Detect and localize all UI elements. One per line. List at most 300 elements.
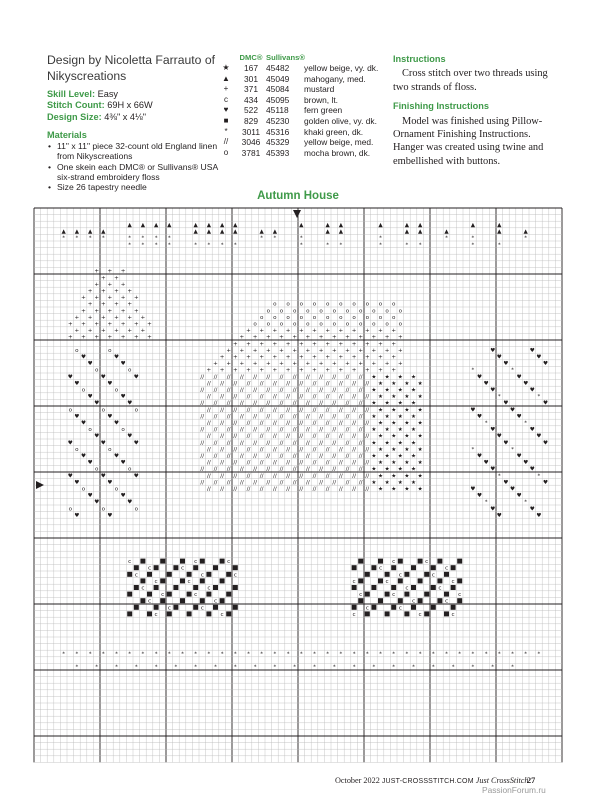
svg-text:+: + (94, 321, 100, 328)
svg-text:★: ★ (371, 453, 377, 460)
svg-text:o: o (372, 308, 376, 315)
key-sullivans: 45118 (266, 105, 289, 116)
svg-text:*: * (537, 394, 541, 401)
svg-text:o: o (325, 301, 330, 308)
svg-text:*: * (128, 235, 132, 242)
svg-text:+: + (318, 361, 324, 368)
svg-text:♥: ♥ (127, 433, 133, 440)
svg-text:▲: ▲ (325, 222, 330, 229)
svg-text:+: + (219, 354, 225, 361)
svg-text://: // (306, 466, 310, 473)
svg-text://: // (266, 413, 271, 420)
svg-text:+: + (74, 328, 80, 335)
svg-text:o: o (286, 314, 290, 321)
svg-text://: // (365, 460, 370, 467)
svg-text:♥: ♥ (133, 473, 139, 480)
svg-text:▲: ▲ (127, 222, 132, 229)
svg-text://: // (325, 380, 330, 387)
svg-text:*: * (88, 235, 92, 242)
svg-text://: // (365, 407, 370, 414)
svg-text://: // (345, 413, 350, 420)
svg-text://: // (200, 413, 205, 420)
svg-text:★: ★ (371, 387, 377, 394)
svg-text:+: + (94, 281, 100, 288)
svg-text://: // (292, 400, 297, 407)
svg-text:★: ★ (417, 473, 423, 480)
svg-text://: // (306, 413, 310, 420)
svg-text:c: c (405, 585, 409, 592)
svg-text://: // (306, 479, 310, 486)
svg-text:*: * (207, 651, 211, 658)
svg-text:o: o (266, 321, 271, 328)
svg-text:♥: ♥ (529, 506, 535, 513)
svg-text:o: o (365, 314, 370, 321)
svg-text://: // (319, 440, 323, 447)
svg-text:+: + (305, 334, 311, 341)
svg-text://: // (299, 394, 304, 401)
svg-text://: // (213, 453, 218, 460)
svg-text:o: o (339, 301, 343, 308)
svg-text:♥: ♥ (100, 440, 106, 447)
svg-text://: // (266, 387, 271, 394)
svg-text://: // (358, 413, 363, 420)
svg-text:★: ★ (404, 420, 410, 427)
svg-text:+: + (331, 361, 337, 368)
svg-text://: // (345, 440, 350, 447)
svg-text://: // (233, 394, 238, 401)
svg-text:c: c (227, 559, 231, 566)
svg-text:+: + (232, 367, 238, 374)
svg-text:★: ★ (410, 374, 417, 381)
svg-text:♥: ♥ (74, 512, 80, 519)
svg-text://: // (312, 473, 317, 480)
svg-text:♥: ♥ (107, 380, 113, 387)
svg-text:+: + (272, 354, 278, 361)
svg-text:o: o (358, 308, 363, 315)
svg-text:+: + (147, 334, 152, 341)
svg-text:+: + (114, 275, 119, 282)
svg-text:+: + (298, 354, 304, 361)
svg-text://: // (207, 380, 211, 387)
svg-text:♥: ♥ (87, 493, 93, 500)
svg-text://: // (365, 486, 370, 493)
key-color-name: fern green (304, 105, 343, 116)
sullivans-header: Sullivans® (266, 53, 305, 62)
svg-text:*: * (451, 664, 455, 671)
svg-text:+: + (87, 301, 93, 308)
svg-text:*: * (167, 235, 171, 242)
svg-text://: // (312, 380, 317, 387)
svg-text://: // (200, 427, 205, 434)
svg-text:+: + (100, 275, 106, 282)
svg-text://: // (325, 473, 330, 480)
svg-text:★: ★ (404, 446, 410, 453)
svg-text:c: c (451, 578, 455, 585)
svg-text:♥: ♥ (490, 347, 496, 354)
key-dmc: 434 (244, 94, 258, 105)
svg-text:♥: ♥ (496, 512, 502, 519)
svg-text:♥: ♥ (67, 374, 73, 381)
svg-text:★: ★ (377, 460, 384, 467)
svg-text:c: c (233, 572, 237, 579)
svg-text:*: * (62, 651, 66, 658)
svg-text://: // (339, 380, 343, 387)
svg-text:♥: ♥ (490, 387, 496, 394)
svg-text:+: + (338, 354, 344, 361)
svg-text://: // (332, 453, 337, 460)
svg-text:♥: ♥ (113, 420, 120, 427)
svg-text:*: * (379, 242, 382, 249)
svg-text:*: * (253, 664, 257, 671)
svg-text:+: + (397, 361, 403, 368)
svg-text:★: ★ (417, 407, 423, 414)
svg-text:♥: ♥ (529, 466, 535, 473)
svg-text:+: + (351, 341, 357, 348)
svg-text:c: c (194, 592, 198, 599)
svg-text:★: ★ (410, 413, 417, 420)
svg-text://: // (345, 453, 350, 460)
svg-text:*: * (233, 242, 237, 249)
svg-text://: // (312, 394, 317, 401)
svg-text:c: c (398, 605, 402, 612)
svg-text:♥: ♥ (80, 420, 87, 427)
svg-text:★: ★ (384, 387, 390, 394)
svg-text:*: * (247, 651, 250, 658)
svg-text:♥: ♥ (67, 440, 73, 447)
svg-text://: // (279, 427, 284, 434)
svg-text:♥: ♥ (470, 407, 476, 414)
svg-text:+: + (246, 328, 251, 335)
svg-text://: // (339, 420, 343, 427)
svg-text://: // (286, 380, 290, 387)
svg-text:★: ★ (397, 427, 403, 434)
svg-text://: // (279, 466, 284, 473)
svg-text:♥: ♥ (509, 486, 516, 493)
svg-text:♥: ♥ (94, 400, 100, 407)
key-symbol: // (223, 137, 229, 147)
svg-text:★: ★ (371, 413, 377, 420)
svg-text://: // (279, 400, 284, 407)
svg-text://: // (286, 407, 290, 414)
svg-text:★: ★ (391, 394, 397, 401)
svg-text:♥: ♥ (509, 407, 516, 414)
svg-text://: // (233, 433, 238, 440)
svg-text:o: o (332, 321, 337, 328)
svg-text://: // (253, 374, 257, 381)
svg-text:+: + (318, 347, 324, 354)
svg-text:c: c (154, 611, 158, 618)
svg-text://: // (312, 446, 317, 453)
svg-text:*: * (511, 446, 514, 453)
key-color-name: brown, lt. (304, 94, 338, 105)
svg-text:+: + (87, 288, 93, 295)
svg-text://: // (233, 420, 238, 427)
svg-text:*: * (141, 242, 145, 249)
svg-text:+: + (252, 361, 258, 368)
svg-text:+: + (364, 367, 370, 374)
svg-text:*: * (511, 651, 514, 658)
svg-text:c: c (444, 598, 449, 605)
svg-text:♥: ♥ (503, 440, 509, 447)
svg-text:o: o (279, 308, 284, 315)
svg-text:+: + (378, 354, 383, 361)
svg-text://: // (286, 420, 290, 427)
svg-text:+: + (358, 334, 364, 341)
designer-line-2: Nikyscreations (47, 69, 127, 83)
svg-text://: // (220, 486, 224, 493)
key-sullivans: 45084 (266, 84, 290, 95)
svg-text:★: ★ (377, 473, 384, 480)
svg-text:★: ★ (404, 460, 410, 467)
svg-text://: // (292, 479, 297, 486)
svg-text:+: + (140, 314, 146, 321)
key-symbol: ▲ (222, 73, 230, 83)
svg-text:+: + (246, 367, 251, 374)
svg-text:♥: ♥ (107, 512, 113, 519)
key-color-name: yellow beige, med. (304, 137, 374, 148)
svg-text://: // (345, 466, 350, 473)
svg-text:+: + (114, 314, 119, 321)
svg-text:+: + (259, 341, 265, 348)
materials-item: • One skein each DMC® or Sullivans® USA six-strand embroidery floss (56, 162, 222, 182)
svg-text://: // (325, 433, 330, 440)
svg-text:★: ★ (410, 427, 417, 434)
svg-text:+: + (397, 347, 403, 354)
svg-text://: // (306, 453, 310, 460)
svg-text:o: o (292, 308, 297, 315)
svg-text:+: + (94, 334, 100, 341)
svg-text:*: * (88, 651, 92, 658)
svg-text:+: + (120, 308, 126, 315)
svg-text:+: + (239, 361, 245, 368)
svg-text:*: * (405, 651, 409, 658)
svg-text:*: * (115, 651, 118, 658)
svg-text:c: c (213, 598, 218, 605)
svg-text:▲: ▲ (206, 229, 212, 236)
key-color-name: khaki green, dk. (304, 126, 364, 137)
svg-text:+: + (325, 354, 331, 361)
svg-text:c: c (425, 559, 429, 566)
svg-text:+: + (94, 308, 100, 315)
svg-text:o: o (68, 506, 73, 513)
svg-text:+: + (364, 354, 370, 361)
svg-text://: // (332, 387, 337, 394)
svg-text:*: * (220, 651, 224, 658)
svg-text:♥: ♥ (529, 427, 535, 434)
svg-text://: // (352, 420, 356, 427)
svg-text:o: o (398, 308, 403, 315)
svg-text:▲: ▲ (272, 229, 278, 236)
svg-text:★: ★ (397, 440, 403, 447)
key-sullivans: 45329 (266, 137, 290, 148)
designer-line-1: Design by Nicoletta Farrauto of (47, 53, 215, 67)
svg-text:+: + (371, 361, 377, 368)
svg-text://: // (226, 387, 231, 394)
svg-text:*: * (405, 242, 409, 249)
svg-text:♥: ♥ (503, 479, 509, 486)
svg-text:c: c (385, 578, 389, 585)
svg-text:*: * (115, 664, 118, 671)
svg-text:+: + (364, 341, 370, 348)
svg-text:+: + (292, 361, 298, 368)
key-sullivans: 45482 (266, 63, 290, 73)
key-color-name: yellow beige, vy. dk. (304, 63, 379, 73)
svg-text://: // (286, 473, 290, 480)
key-sullivans: 45049 (266, 73, 290, 84)
svg-text:c: c (147, 565, 152, 572)
svg-text:+: + (94, 268, 100, 275)
svg-text:*: * (445, 651, 448, 658)
svg-text://: // (345, 387, 350, 394)
svg-text:*: * (194, 242, 198, 249)
svg-text://: // (266, 453, 271, 460)
svg-text:+: + (74, 314, 80, 321)
svg-text:o: o (345, 308, 350, 315)
svg-text:+: + (252, 347, 258, 354)
svg-text://: // (279, 374, 284, 381)
svg-text:+: + (133, 308, 139, 315)
dmc-header: DMC® (239, 53, 263, 62)
svg-text://: // (273, 380, 277, 387)
svg-text:♥: ♥ (113, 453, 120, 460)
svg-text://: // (319, 374, 323, 381)
svg-text://: // (200, 453, 205, 460)
svg-text://: // (220, 407, 224, 414)
svg-text:▲: ▲ (470, 222, 476, 229)
svg-text:+: + (100, 314, 106, 321)
svg-text:c: c (451, 611, 455, 618)
svg-text://: // (220, 460, 224, 467)
svg-text://: // (352, 407, 356, 414)
key-dmc: 3046 (241, 137, 261, 148)
key-symbol: ★ (222, 63, 230, 72)
svg-text://: // (352, 394, 356, 401)
svg-text:♥: ♥ (476, 493, 483, 500)
svg-text:+: + (279, 334, 284, 341)
svg-text://: // (332, 374, 337, 381)
svg-text://: // (200, 400, 205, 407)
svg-text:*: * (299, 235, 303, 242)
center-marker-top (293, 210, 301, 218)
key-dmc: 522 (244, 105, 258, 116)
svg-text://: // (200, 387, 205, 394)
svg-text://: // (213, 387, 218, 394)
key-symbol: o (223, 147, 229, 157)
svg-text:+: + (87, 314, 93, 321)
svg-text:*: * (313, 651, 316, 658)
svg-text:o: o (108, 347, 112, 354)
svg-text:*: * (181, 651, 184, 658)
svg-text:+: + (107, 334, 113, 341)
svg-text:★: ★ (410, 479, 417, 486)
svg-text:+: + (305, 347, 311, 354)
svg-text:+: + (239, 334, 245, 341)
svg-text:▲: ▲ (193, 229, 198, 236)
svg-text:*: * (95, 664, 99, 671)
svg-text:c: c (154, 578, 158, 585)
svg-text:▲: ▲ (153, 222, 159, 229)
svg-text:+: + (120, 321, 126, 328)
svg-text:+: + (391, 341, 397, 348)
svg-text:o: o (391, 314, 396, 321)
svg-text:★: ★ (404, 407, 410, 414)
svg-text:o: o (398, 321, 403, 328)
svg-text:+: + (272, 341, 278, 348)
svg-text:o: o (352, 301, 356, 308)
svg-text://: // (266, 466, 271, 473)
svg-text:★: ★ (377, 407, 384, 414)
svg-text://: // (233, 486, 238, 493)
svg-text://: // (339, 460, 343, 467)
svg-text:▲: ▲ (497, 229, 502, 236)
svg-text:*: * (471, 651, 475, 658)
svg-text:o: o (108, 446, 112, 453)
svg-text:★: ★ (384, 374, 390, 381)
key-dmc: 371 (244, 84, 258, 95)
svg-text:★: ★ (377, 394, 384, 401)
svg-text://: // (213, 466, 218, 473)
key-dmc: 829 (244, 115, 258, 126)
svg-text:+: + (107, 308, 113, 315)
svg-text://: // (292, 427, 297, 434)
svg-text:o: o (134, 407, 139, 414)
svg-text://: // (279, 453, 284, 460)
svg-text://: // (325, 446, 330, 453)
instructions-text: Cross stitch over two threads using two strands of floss. (393, 68, 548, 93)
svg-text:c: c (200, 572, 204, 579)
svg-text://: // (352, 486, 356, 493)
svg-text:*: * (471, 664, 475, 671)
svg-text:*: * (273, 651, 277, 658)
materials-item: • 11" x 11" piece 32-count old England linen from Nikyscreations (56, 141, 222, 161)
key-dmc: 3781 (241, 147, 261, 158)
svg-text:♥: ♥ (542, 479, 549, 486)
svg-text:♥: ♥ (496, 354, 502, 361)
svg-text:♥: ♥ (87, 361, 93, 368)
svg-text://: // (332, 427, 337, 434)
svg-text:★: ★ (371, 466, 377, 473)
svg-text:★: ★ (391, 420, 397, 427)
svg-text:♥: ♥ (536, 433, 542, 440)
svg-text:*: * (233, 651, 237, 658)
svg-text://: // (233, 407, 238, 414)
svg-text:+: + (312, 367, 317, 374)
svg-text:*: * (293, 664, 297, 671)
svg-text:o: o (312, 314, 317, 321)
svg-text:★: ★ (391, 473, 397, 480)
svg-text:▲: ▲ (259, 229, 264, 236)
svg-text:*: * (471, 446, 475, 453)
svg-text:o: o (292, 321, 297, 328)
svg-text:★: ★ (391, 433, 397, 440)
svg-text:♥: ♥ (94, 499, 100, 506)
svg-text:★: ★ (410, 466, 417, 473)
svg-text://: // (213, 400, 218, 407)
svg-text:*: * (220, 242, 224, 249)
svg-text:*: * (167, 651, 171, 658)
footer-magazine: Just CrossStitch (475, 776, 529, 785)
svg-text://: // (246, 407, 251, 414)
svg-text://: // (220, 380, 224, 387)
svg-text:+: + (391, 328, 397, 335)
svg-text:*: * (352, 664, 356, 671)
svg-text://: // (246, 433, 251, 440)
svg-text:▲: ▲ (338, 222, 344, 229)
svg-text:▲: ▲ (167, 222, 172, 229)
svg-text:*: * (141, 651, 145, 658)
svg-text:★: ★ (384, 413, 390, 420)
svg-text:★: ★ (397, 466, 403, 473)
